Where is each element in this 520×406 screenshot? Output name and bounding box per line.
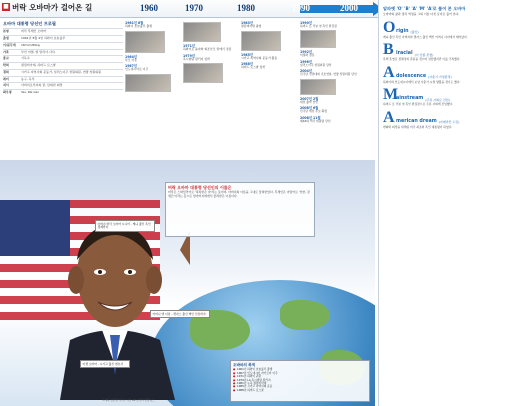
profile-key: 출생 xyxy=(3,36,9,40)
acronym-meaning: (사춘기·가정환경) xyxy=(428,75,452,80)
acronym-letter: B xyxy=(383,41,394,59)
timeline-year: 1964년 xyxy=(125,54,137,59)
footstep-item: ● 1967년 인도네시아 자카르타 이주 xyxy=(233,370,278,375)
footstep-text: 1961년 하와이 호놀룰루 출생 xyxy=(237,367,273,372)
poster-illustration xyxy=(0,160,375,406)
acronym-meaning: (아메리칸 드림) xyxy=(438,120,460,125)
timeline-year: 1967년 xyxy=(125,64,137,69)
acronym-word: merican dream xyxy=(396,118,437,124)
profile-value: 농구, 독서 xyxy=(21,76,35,81)
timeline-year: 1979년 xyxy=(183,53,195,58)
timeline-column-1980s xyxy=(241,21,296,72)
father-note: 아버지 버락 오바마 시니어 - 케냐 출신 흑인 경제학자 xyxy=(95,220,155,232)
acronym-meaning: (주류 사회로 진입) xyxy=(425,97,450,102)
profile-value: 기독교 xyxy=(21,56,30,61)
timeline-year: 1961년 8월 xyxy=(125,21,144,25)
timeline-entry xyxy=(300,116,376,123)
footstep-text: 1971년 하와이 귀환 xyxy=(237,374,262,379)
mother-note: 어머니 앤 더넘 - 캔자스 출신 백인 인류학자 xyxy=(150,310,210,318)
profile-value: 아버지로부터의 꿈, 담대한 희망 xyxy=(21,83,63,88)
profile-value: 1961년 8월 4일 하와이 호놀룰루 xyxy=(21,36,66,40)
footsteps-box xyxy=(230,360,370,402)
profile-row xyxy=(3,62,123,69)
timeline-entry xyxy=(125,21,180,29)
profile-row xyxy=(3,55,123,62)
acronym-word: dolescence xyxy=(396,73,427,79)
timeline-text: 미셸과 결혼 xyxy=(300,53,315,58)
acronym-word: ainstream xyxy=(396,96,424,102)
timeline-entry xyxy=(300,69,376,76)
timeline-text: 제44대 미국 대통령 당선 xyxy=(300,118,331,123)
graphic-credit: 그래픽 김민경 기자 / 사진 AP·로이터·연합뉴스 xyxy=(102,399,155,402)
timeline-entry xyxy=(300,21,376,28)
footstep-item: ● 1979년 LA 옥시덴털 칼리지 xyxy=(233,377,271,382)
acronym-section-adolescence xyxy=(383,65,516,84)
name-meaning-box xyxy=(165,182,315,237)
timeline-year: 1988년 xyxy=(241,62,253,67)
timeline-arrow-bar xyxy=(300,5,374,13)
profile-key: 경력 xyxy=(3,69,9,74)
sidebar-intro: 오바마의 삶과 정치 역정을 그의 이름 다섯 글자로 풀어 본다. xyxy=(383,12,460,17)
acronym-section-american-dream xyxy=(383,110,516,129)
profile-row xyxy=(3,76,123,83)
profile-value: 시카고 지역사회 운동가, 일리노이주 상원의원, 연방 상원의원 xyxy=(21,69,102,74)
footstep-text: 1981년 뉴욕 컬럼비아대 xyxy=(237,380,267,385)
timeline-entry xyxy=(300,60,376,67)
name-meaning-text: 버락은 스와힐리어로 '축복받은 자'라는 뜻이며, 아버지의 이름을 그대로 물려받았다. 후세인은 아랍어로 '선한, 잘생긴'이라는 뜻으로 할아버지에게서 물려받은 이름이다. xyxy=(168,190,310,198)
profile-value: 부인 미셸, 딸 말리아·사샤 xyxy=(21,49,55,54)
profile-value: 187cm/80kg xyxy=(21,42,40,47)
timeline-year: 2008년 6월 xyxy=(300,106,319,111)
acronym-section-mainstream xyxy=(383,87,516,106)
acronym-word: iracial xyxy=(396,51,413,57)
acronym-text: 변화와 희망을 내세워 미국 최초의 흑인 대통령이 되었다. xyxy=(383,124,453,129)
profile-value: 버락 후세인 오바마 xyxy=(21,29,47,34)
decade-label: 1980 xyxy=(237,3,255,13)
profile-key: 가족 xyxy=(3,49,9,54)
profile-row xyxy=(3,49,123,56)
acronym-section-biracial xyxy=(383,42,516,61)
acronym-text: 흑백 혼혈로 정체성의 혼란을 겪으며 성장했지만 이를 극복했다. xyxy=(383,57,461,62)
acronym-section-origin xyxy=(383,20,516,39)
profile-key: 저서 xyxy=(3,83,9,88)
timeline-text: 일리노이주 상원의원 당선 xyxy=(300,62,332,67)
timeline-text: 하버드 로 리뷰 첫 흑인 편집장 xyxy=(300,24,337,28)
acronym-meaning: (출신) xyxy=(410,30,419,35)
profile-key: 종교 xyxy=(3,56,9,61)
college-photo xyxy=(241,31,281,51)
profile-row xyxy=(3,82,123,89)
timeline-entry xyxy=(183,54,238,62)
timeline-text: 하버드 로스쿨 입학 xyxy=(241,65,266,70)
title-marker: ■ xyxy=(3,3,9,10)
acronym-text: 하와이와 인도네시아에서 보낸 사춘기 시절 방황을 겪기도 했다. xyxy=(383,79,461,84)
profile-key: 본명 xyxy=(3,29,9,34)
profile-value: 컬럼비아대, 하버드 로스쿨 xyxy=(21,63,56,67)
decade-label: 1990 xyxy=(292,3,310,13)
timeline-column-1990s-2000s xyxy=(300,21,376,161)
continent-shape xyxy=(280,300,330,330)
baby-photo xyxy=(125,31,165,53)
timeline-entry xyxy=(183,44,238,52)
footstep-item: ● 1971년 하와이 귀환 xyxy=(233,374,262,379)
timeline-year: 1983년 xyxy=(241,21,253,25)
profile-key: 학력 xyxy=(3,63,9,67)
decade-label: 1960 xyxy=(140,3,158,13)
footstep-text: 1979년 LA 옥시덴털 칼리지 xyxy=(237,377,271,382)
acronym-meaning: (이 인종·혼혈) xyxy=(414,52,434,57)
acronym-text: 하버드 로 리뷰 첫 흑인 편집장으로 주류 사회에 진입했다. xyxy=(383,102,454,107)
timeline-entry xyxy=(300,106,376,113)
footstep-item: ● 1988년 하버드 로스쿨 xyxy=(233,387,264,392)
profile-table xyxy=(3,21,123,171)
timeline-entry xyxy=(300,50,376,57)
family-photo xyxy=(125,74,171,92)
timeline-text: 인도네시아로 이주 xyxy=(125,67,149,72)
timeline-year: 1985년 xyxy=(241,52,253,57)
name-meaning-title: 버락 오바마 대통령 당선인의 이름은 xyxy=(168,185,232,190)
timeline-entry xyxy=(241,62,296,70)
timeline-text: 시카고 지역사회 운동가 활동 xyxy=(241,55,278,60)
timeline-entry xyxy=(125,64,180,72)
footstep-text: 1967년 인도네시아 자카르타 이주 xyxy=(237,370,278,375)
footstep-text: 1988년 하버드 로스쿨 xyxy=(237,387,264,392)
timeline-text: 민주당 전당대회 기조연설, 연방 상원의원 당선 xyxy=(300,72,357,77)
timeline-year: 1971년 xyxy=(183,44,195,48)
acronym-letter: M xyxy=(383,86,399,104)
acronym-letter: A xyxy=(383,108,395,126)
timeline-year: 1990년 xyxy=(300,21,312,25)
timeline-year: 1996년 xyxy=(300,59,312,64)
profile-row xyxy=(3,28,123,35)
profile-key: 취미 xyxy=(3,76,9,81)
timeline-entry xyxy=(241,21,296,29)
profile-row xyxy=(3,35,123,42)
timeline-column-1960s xyxy=(125,21,180,94)
timeline-text: 대선 출마 선언 xyxy=(300,99,318,104)
timeline-year: 2008년 11월 xyxy=(300,115,321,120)
sidebar-heading: 알파벳 'O' 'B' 'A' 'M' 'A'로 풀어 본 오바마 xyxy=(383,6,466,11)
timeline-entry xyxy=(241,53,296,61)
timeline-text: 부모 이혼 xyxy=(125,57,138,62)
timeline-text: 하와이 호놀룰루 출생 xyxy=(125,24,152,28)
senate-photo xyxy=(300,79,336,95)
timeline-entry xyxy=(125,55,180,63)
timeline-text: 컬럼비아대 졸업 xyxy=(241,24,262,28)
timeline-year: 2004년 xyxy=(300,69,312,74)
profile-row xyxy=(3,89,123,96)
harvard-photo xyxy=(300,30,336,48)
timeline-area xyxy=(125,21,300,151)
footstep-item: ● 1985년 시카고 지역사회 운동 xyxy=(233,384,273,389)
profile-value: Yes, We Can xyxy=(21,90,40,94)
wife-note: 미셸 오바마 - 시카고 출신 변호사 xyxy=(80,360,130,368)
timeline-text: 옥시덴털 칼리지 입학 xyxy=(183,56,210,61)
acronym-letter: A xyxy=(383,63,395,81)
timeline-column-1970s xyxy=(183,21,238,85)
childhood-photo xyxy=(183,22,221,42)
footstep-item: ● 1961년 하와이 호놀룰루 출생 xyxy=(233,367,273,372)
decade-label: 1970 xyxy=(185,3,203,13)
acronym-word: rigin xyxy=(396,28,409,34)
footstep-text: 1985년 시카고 지역사회 운동 xyxy=(237,384,273,389)
page-title: 버락 오바마가 걸어온 길 xyxy=(12,3,93,12)
profile-row xyxy=(3,42,123,49)
timeline-text: 민주당 대선 후보 확정 xyxy=(300,109,327,114)
timeline-year: 2007년 2월 xyxy=(300,96,319,101)
decade-label: 2000 xyxy=(340,3,358,13)
profile-title: 오바마 대통령 당선인 프로필 xyxy=(3,21,56,26)
acronym-text: 케냐 출신 흑인 아버지와 캔자스 출신 백인 어머니 사이에서 태어났다. xyxy=(383,34,468,39)
timeline-text: 하와이로 돌아와 외조부모 밑에서 성장 xyxy=(183,47,232,51)
timeline-year: 1992년 xyxy=(300,50,312,55)
profile-key: 좌우명 xyxy=(3,90,12,94)
acronym-letter: O xyxy=(383,18,396,36)
footsteps-title: 오바마의 족적 xyxy=(233,363,256,367)
obama-acronym-sidebar xyxy=(378,0,520,406)
profile-row xyxy=(3,69,123,76)
school-photo xyxy=(183,63,223,83)
profile-key: 키/몸무게 xyxy=(3,42,16,47)
timeline-entry xyxy=(300,97,376,104)
footstep-item: ● 1981년 뉴욕 컬럼비아대 xyxy=(233,380,267,385)
